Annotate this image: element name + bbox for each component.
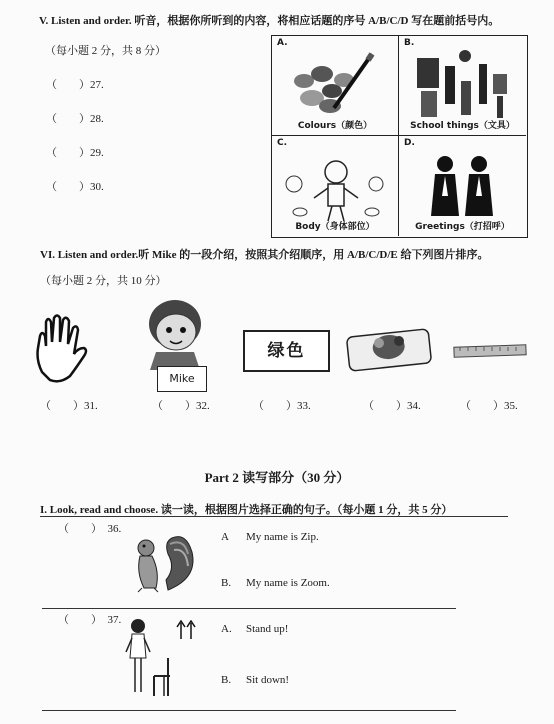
divider: [40, 516, 508, 517]
answer-blank-28[interactable]: （ ）28.: [46, 113, 104, 125]
section-6-title: VI. Listen and order.听 Mike 的一段介绍，按照其介绍顺序，用 A/B/C/D/E 给下列图片排序。: [40, 249, 489, 261]
divider: [42, 710, 456, 711]
option-36-a[interactable]: My name is Zip.: [246, 531, 319, 543]
question-36-number[interactable]: （ ） 36.: [58, 523, 122, 535]
answer-blank-31[interactable]: （ ）31.: [40, 400, 98, 412]
option-37-a-letter: A.: [221, 623, 232, 635]
cell-letter-a: A.: [277, 38, 288, 48]
ruler-icon: [452, 342, 528, 360]
question-37-number[interactable]: （ ） 37.: [58, 614, 122, 626]
answer-blank-33[interactable]: （ ）33.: [253, 400, 311, 412]
mike-boy-icon: [142, 296, 208, 370]
mike-name-tag: Mike: [157, 366, 207, 392]
section-1-title-text: I. Look, read and choose. 读一读，根据图片选择正确的句子。（每小题 1 分，共 5 分）: [40, 504, 453, 516]
pencil-case-icon: [345, 323, 433, 373]
squirrel-icon: [128, 528, 200, 598]
girl-with-chair-icon: [124, 612, 178, 700]
up-arrows-icon: [175, 620, 197, 640]
divider: [42, 608, 456, 609]
topic-cell-body: [272, 136, 399, 236]
topic-cell-school-things: [399, 36, 526, 136]
option-36-b-letter: B.: [221, 577, 232, 589]
answer-blank-27[interactable]: （ ）27.: [46, 79, 104, 91]
topic-picture-grid: [271, 35, 528, 238]
option-37-a[interactable]: Stand up!: [246, 623, 289, 635]
part-2-title: Part 2 读写部分（30 分）: [204, 470, 350, 485]
answer-blank-30[interactable]: （ ）30.: [46, 181, 104, 193]
cell-letter-d: D.: [404, 138, 415, 148]
answer-blank-35[interactable]: （ ）35.: [460, 400, 518, 412]
section-6-score: （每小题 2 分，共 10 分）: [40, 275, 167, 287]
answer-blank-29[interactable]: （ ）29.: [46, 147, 104, 159]
topic-cell-colours: [272, 36, 399, 136]
cell-caption-body: Body（身体部位）: [295, 222, 375, 232]
option-36-a-letter: A: [221, 531, 229, 543]
cell-caption-school-things: School things（文具）: [410, 121, 515, 131]
cell-caption-colours: Colours（颜色）: [297, 121, 373, 131]
section-1-title: [40, 501, 452, 517]
cell-caption-greetings: Greetings（打招呼）: [415, 222, 510, 232]
section-5-title: V. Listen and order. 听音，根据你所听到的内容，将相应话题的序号 A/B/C/D 写在题前括号内。: [39, 15, 500, 27]
green-word-card: 绿色: [243, 330, 330, 372]
cell-letter-b: B.: [404, 38, 415, 48]
option-37-b-letter: B.: [221, 674, 232, 686]
answer-blank-32[interactable]: （ ）32.: [152, 400, 210, 412]
hand-icon: [32, 314, 92, 384]
option-36-b[interactable]: My name is Zoom.: [246, 577, 330, 589]
option-37-b[interactable]: Sit down!: [246, 674, 290, 686]
cell-letter-c: C.: [277, 138, 288, 148]
answer-blank-34[interactable]: （ ）34.: [363, 400, 421, 412]
topic-cell-greetings: [399, 136, 526, 236]
section-5-score: （每小题 2 分，共 8 分）: [45, 45, 166, 57]
